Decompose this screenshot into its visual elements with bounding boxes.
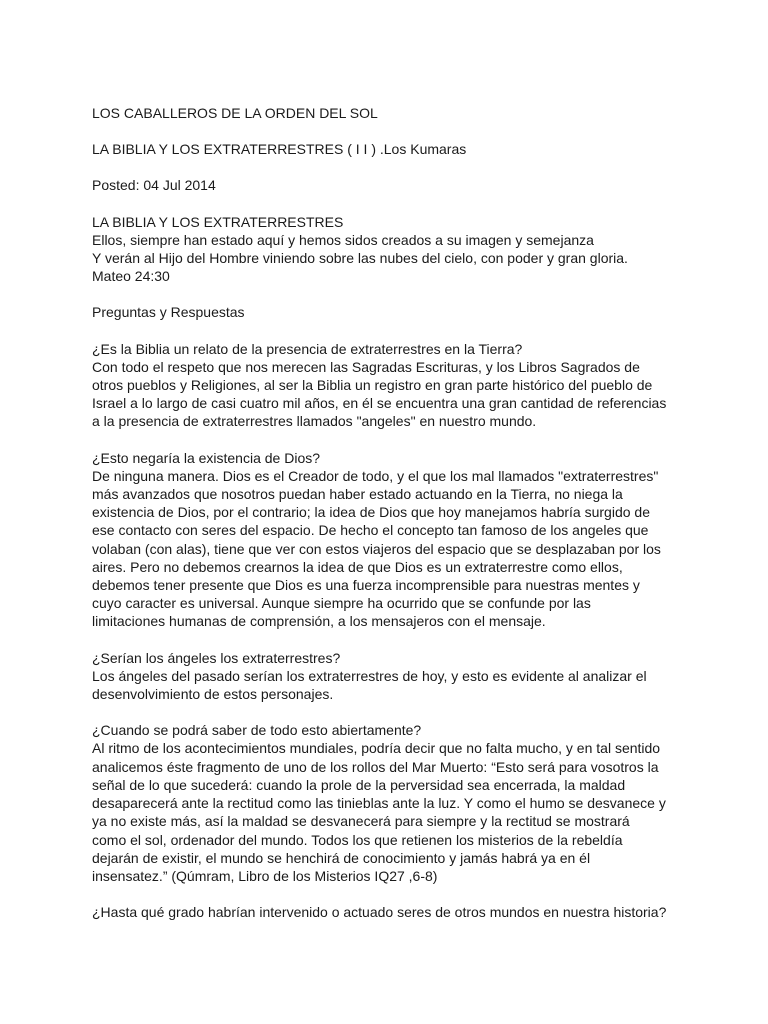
intro-quote: Y verán al Hijo del Hombre viniendo sobre las nubes del cielo, con poder y gran gloria.: [92, 250, 628, 267]
spacer: [92, 195, 692, 213]
intro-reference: Mateo 24:30: [92, 268, 170, 285]
answer-line: De ninguna manera. Dios es el Creador de todo, y el que los mal llamados "extraterrestres": [92, 467, 659, 484]
answer-line: limitaciones humanas de comprensión, a los mensajeros con el mensaje.: [92, 613, 546, 630]
question: ¿Cuando se podrá saber de todo esto abiertamente?: [92, 722, 422, 739]
spacer: [92, 431, 692, 449]
answer-line: analicemos éste fragmento de uno de los rollos del Mar Muerto: “Esto será para vosotros la: [92, 758, 659, 775]
answer-line: aires. Pero no debemos crearnos la idea de que Dios es un extraterrestre como ellos,: [92, 558, 623, 575]
answer-line: a la presencia de extraterrestres llamados "angeles" en nuestro mundo.: [92, 413, 537, 430]
answer-line: desenvolvimiento de estos personajes.: [92, 686, 334, 703]
spacer: [92, 703, 692, 721]
answer-line: ya no existe más, así la maldad se desvanecerá para siempre y la rectitud se mostrará: [92, 813, 630, 830]
answer-line: Al ritmo de los acontecimientos mundiales, podría decir que no falta mucho, y en tal sentido: [92, 740, 661, 757]
answer-line: debemos tener presente que Dios es una fuerza incomprensible para nuestras mentes y: [92, 577, 640, 594]
spacer: [92, 322, 692, 340]
question: ¿Serían los ángeles los extraterrestres?: [92, 649, 341, 666]
answer-line: señal de lo que sucederá: cuando la prole de la perversidad sea encerrada, la maldad: [92, 776, 626, 793]
document-title: LOS CABALLEROS DE LA ORDEN DEL SOL: [92, 105, 378, 121]
spacer: [92, 122, 692, 140]
answer-line: Con todo el respeto que nos merecen las Sagradas Escrituras, y los Libros Sagrados de: [92, 358, 640, 375]
document-subtitle: LA BIBLIA Y LOS EXTRATERRESTRES ( I I ) .Los Kumaras: [92, 141, 467, 158]
question: ¿Esto negaría la existencia de Dios?: [92, 449, 321, 466]
intro-line: Ellos, siempre han estado aquí y hemos sidos creados a su imagen y semejanza: [92, 231, 594, 248]
question: ¿Es la Biblia un relato de la presencia de extraterrestres en la Tierra?: [92, 340, 523, 357]
section-heading: Preguntas y Respuestas: [92, 304, 245, 321]
question: ¿Hasta qué grado habrían intervenido o actuado seres de otros mundos en nuestra historia?: [92, 904, 667, 921]
intro-heading: LA BIBLIA Y LOS EXTRATERRESTRES: [92, 213, 344, 230]
spacer: [92, 631, 692, 649]
answer-line: existencia de Dios, por el contrario; la idea de Dios que hoy manejamos habría surgido de: [92, 504, 650, 521]
answer-line: otros pueblos y Religiones, al ser la Biblia un registro en gran parte histórico del pueblo de: [92, 377, 653, 394]
spacer: [92, 285, 692, 303]
answer-line: insensatez.” (Qúmram, Libro de los Misterios IQ27 ,6-8): [92, 867, 438, 884]
answer-line: dejarán de existir, el mundo se henchirá de conocimiento y jamás habrá ya en él: [92, 849, 591, 866]
answer-line: más avanzados que nosotros puedan haber estado actuando en la Tierra, no niega la: [92, 486, 623, 503]
answer-line: ese contacto con seres del espacio. De hecho el concepto tan famoso de los angeles que: [92, 522, 649, 539]
spacer: [92, 885, 692, 903]
document-body: [92, 104, 692, 921]
answer-line: desaparecerá ante la rectitud como las tinieblas ante la luz. Y como el humo se desvanece y: [92, 795, 666, 812]
spacer: [92, 158, 692, 176]
answer-line: volaban (con alas), tiene que ver con estos viajeros del espacio que se desplazaban por los: [92, 540, 661, 557]
posted-date: Posted: 04 Jul 2014: [92, 177, 216, 194]
answer-line: Israel a lo largo de casi cuatro mil años, en él se encuentra una gran cantidad de referencias: [92, 395, 667, 412]
answer-line: como el sol, ordenador del mundo. Todos los que retienen los misterios de la rebeldía: [92, 831, 623, 848]
answer-line: cuyo caracter es universal. Aunque siempre ha ocurrido que se confunde por las: [92, 595, 591, 612]
answer-line: Los ángeles del pasado serían los extraterrestres de hoy, y esto es evidente al analizar el: [92, 667, 647, 684]
